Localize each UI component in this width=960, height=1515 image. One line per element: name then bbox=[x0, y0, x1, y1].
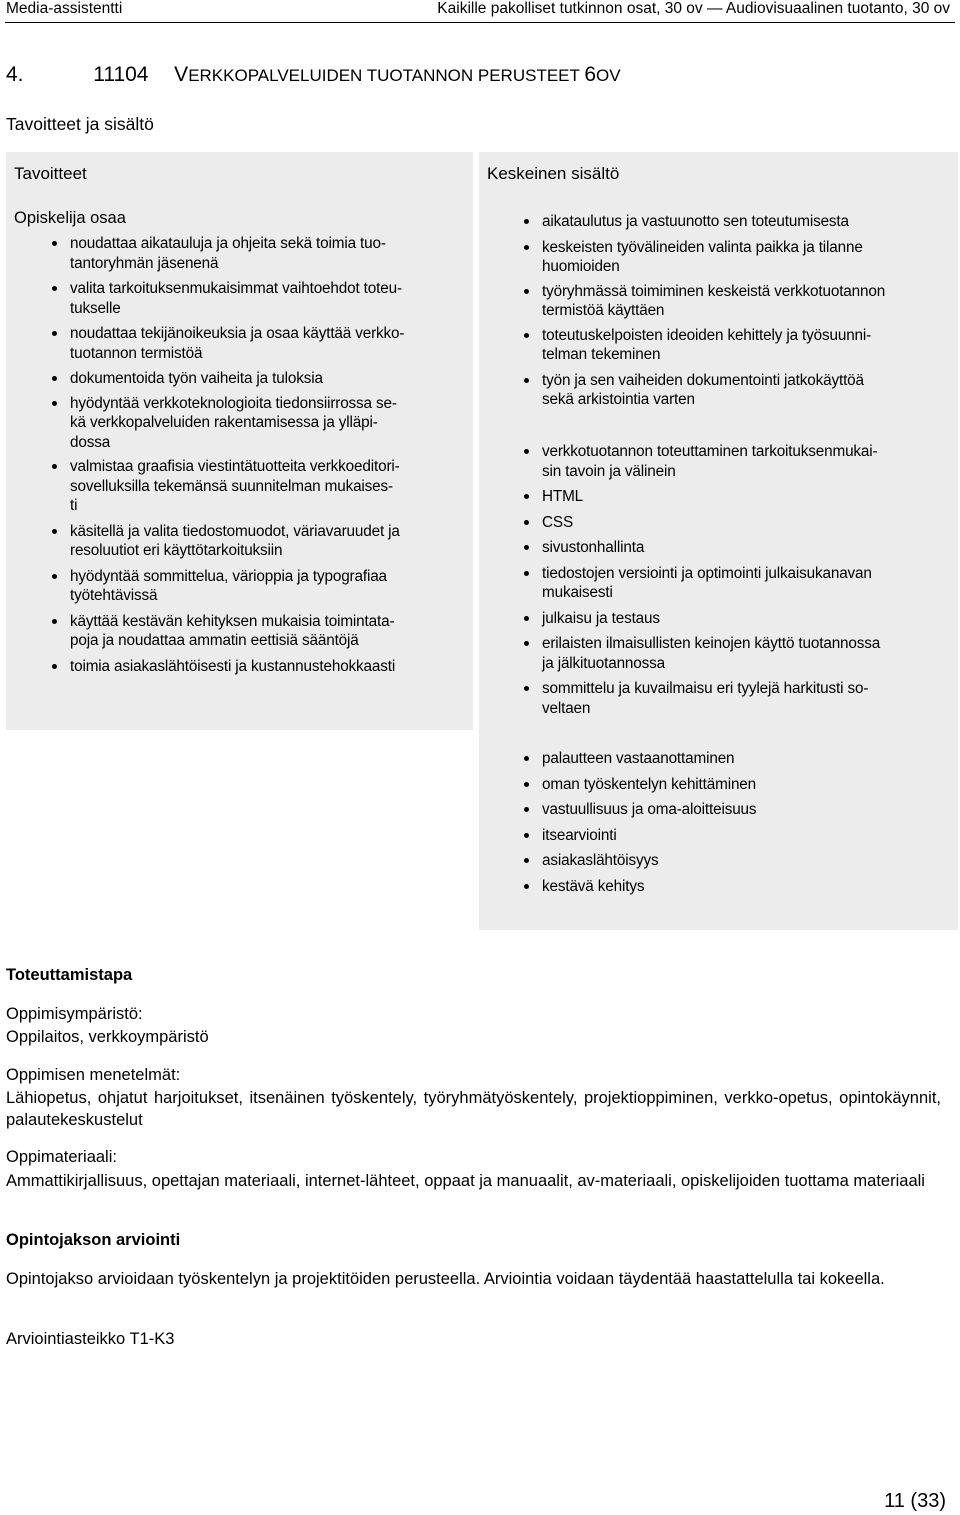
list-item: dokumentoida työn vaiheita ja tuloksia bbox=[70, 369, 470, 389]
list-item: työn ja sen vaiheiden dokumentointi jatkokäyttöä sekä arkistointia varten bbox=[542, 371, 954, 410]
list-item: erilaisten ilmaisullisten keinojen käyttö tuotannossa ja jälkituotannossa bbox=[542, 634, 954, 673]
section-code: 11104 bbox=[93, 63, 149, 86]
list-item: kestävä kehitys bbox=[542, 877, 954, 897]
section-credits-unit: OV bbox=[596, 66, 621, 85]
subsection-title: Tavoitteet ja sisältö bbox=[6, 114, 154, 134]
list-item: palautteen vastaanottaminen bbox=[542, 749, 954, 769]
content-list-a bbox=[542, 212, 954, 416]
list-item: verkkotuotannon toteuttaminen tarkoituksenmukai- sin tavoin ja välinein bbox=[542, 442, 954, 481]
section-credits: 6 bbox=[584, 63, 596, 86]
list-item: vastuullisuus ja oma-aloitteisuus bbox=[542, 800, 954, 820]
list-item: valita tarkoituksenmukaisimmat vaihtoehdot toteu- tukselle bbox=[70, 279, 470, 318]
list-item: HTML bbox=[542, 487, 954, 507]
list-item: hyödyntää verkkoteknologioita tiedonsiirrossa se- kä verkkopalveluiden rakentamisessa ja ylläpi- dossa bbox=[70, 394, 470, 453]
assessment-text: Opintojakso arvioidaan työskentelyn ja projektitöiden perusteella. Arviointia voidaan täydentää haastattelulla tai kokeella. bbox=[6, 1270, 885, 1288]
goals-intro: Opiskelija osaa bbox=[14, 209, 126, 227]
list-item: käyttää kestävän kehityksen mukaisia toimintata- poja ja noudattaa ammatin eettisiä sääntöjä bbox=[70, 612, 470, 651]
content-list-c bbox=[542, 749, 954, 902]
list-item: toteutuskelpoisten ideoiden kehittely ja työsuunni- telman tekeminen bbox=[542, 326, 954, 365]
page-number: 11 (33) bbox=[884, 1490, 946, 1512]
section-title bbox=[6, 63, 621, 87]
assessment-scale: Arviointiasteikko T1-K3 bbox=[6, 1330, 175, 1348]
list-item: sivustonhallinta bbox=[542, 538, 954, 558]
list-item: sommittelu ja kuvailmaisu eri tyylejä harkitusti so- veltaen bbox=[542, 679, 954, 718]
content-panel bbox=[479, 152, 958, 930]
list-item: aikataulutus ja vastuunotto sen toteutumisesta bbox=[542, 212, 954, 232]
list-item: hyödyntää sommittelua, värioppia ja typografiaa työtehtävissä bbox=[70, 567, 470, 606]
list-item: asiakaslähtöisyys bbox=[542, 851, 954, 871]
list-item: keskeisten työvälineiden valinta paikka ja tilanne huomioiden bbox=[542, 238, 954, 277]
materials-label: Oppimateriaali: bbox=[6, 1148, 117, 1166]
methods-label: Oppimisen menetelmät: bbox=[6, 1066, 181, 1084]
list-item: noudattaa aikatauluja ja ohjeita sekä toimia tuo- tantoryhmän jäsenenä bbox=[70, 234, 470, 273]
list-item: noudattaa tekijänoikeuksia ja osaa käyttää verkko- tuotannon termistöä bbox=[70, 324, 470, 363]
environment-label: Oppimisympäristö: bbox=[6, 1005, 143, 1023]
header-divider bbox=[5, 22, 955, 23]
header-document-title: Media-assistentti bbox=[6, 0, 123, 17]
list-item: työryhmässä toimiminen keskeistä verkkotuotannon termistöä käyttäen bbox=[542, 282, 954, 321]
implementation-heading: Toteuttamistapa bbox=[6, 966, 133, 984]
methods-value: Lähiopetus, ohjatut harjoitukset, itsenäinen työskentely, työryhmätyöskentely, projektioppiminen, verkko-opetus, opintokäynnit, palautekeskustelut bbox=[6, 1089, 941, 1129]
environment-value: Oppilaitos, verkkoympäristö bbox=[6, 1028, 209, 1046]
content-list-b bbox=[542, 442, 954, 724]
list-item: CSS bbox=[542, 513, 954, 533]
list-item: käsitellä ja valita tiedostomuodot, väriavaruudet ja resoluutiot eri käyttötarkoituksiin bbox=[70, 522, 470, 561]
assessment-heading: Opintojakson arviointi bbox=[6, 1231, 181, 1249]
materials-value: Ammattikirjallisuus, opettajan materiaali, internet-lähteet, oppaat ja manuaalit, av-materiaali, opiskelijoiden tuottama materiaali bbox=[6, 1172, 925, 1190]
header-section-title: Kaikille pakolliset tutkinnon osat, 30 ov — Audiovisuaalinen tuotanto, 30 ov bbox=[437, 0, 950, 17]
list-item: valmistaa graafisia viestintätuotteita verkkoeditori- sovelluksilla tekemänsä suunnitelman mukaises- ti bbox=[70, 457, 470, 516]
section-number: 4. bbox=[6, 63, 24, 86]
list-item: itsearviointi bbox=[542, 826, 954, 846]
list-item: julkaisu ja testaus bbox=[542, 609, 954, 629]
goals-panel bbox=[6, 152, 473, 730]
list-item: toimia asiakaslähtöisesti ja kustannustehokkaasti bbox=[70, 657, 470, 677]
content-heading: Keskeinen sisältö bbox=[487, 164, 620, 183]
section-name-rest: ERKKOPALVELUIDEN TUOTANNON PERUSTEET bbox=[188, 66, 585, 85]
goals-heading: Tavoitteet bbox=[14, 164, 87, 183]
list-item: tiedostojen versiointi ja optimointi julkaisukanavan mukaisesti bbox=[542, 564, 954, 603]
list-item: oman työskentelyn kehittäminen bbox=[542, 775, 954, 795]
goals-list bbox=[70, 234, 470, 682]
section-name-initial: V bbox=[174, 63, 189, 86]
